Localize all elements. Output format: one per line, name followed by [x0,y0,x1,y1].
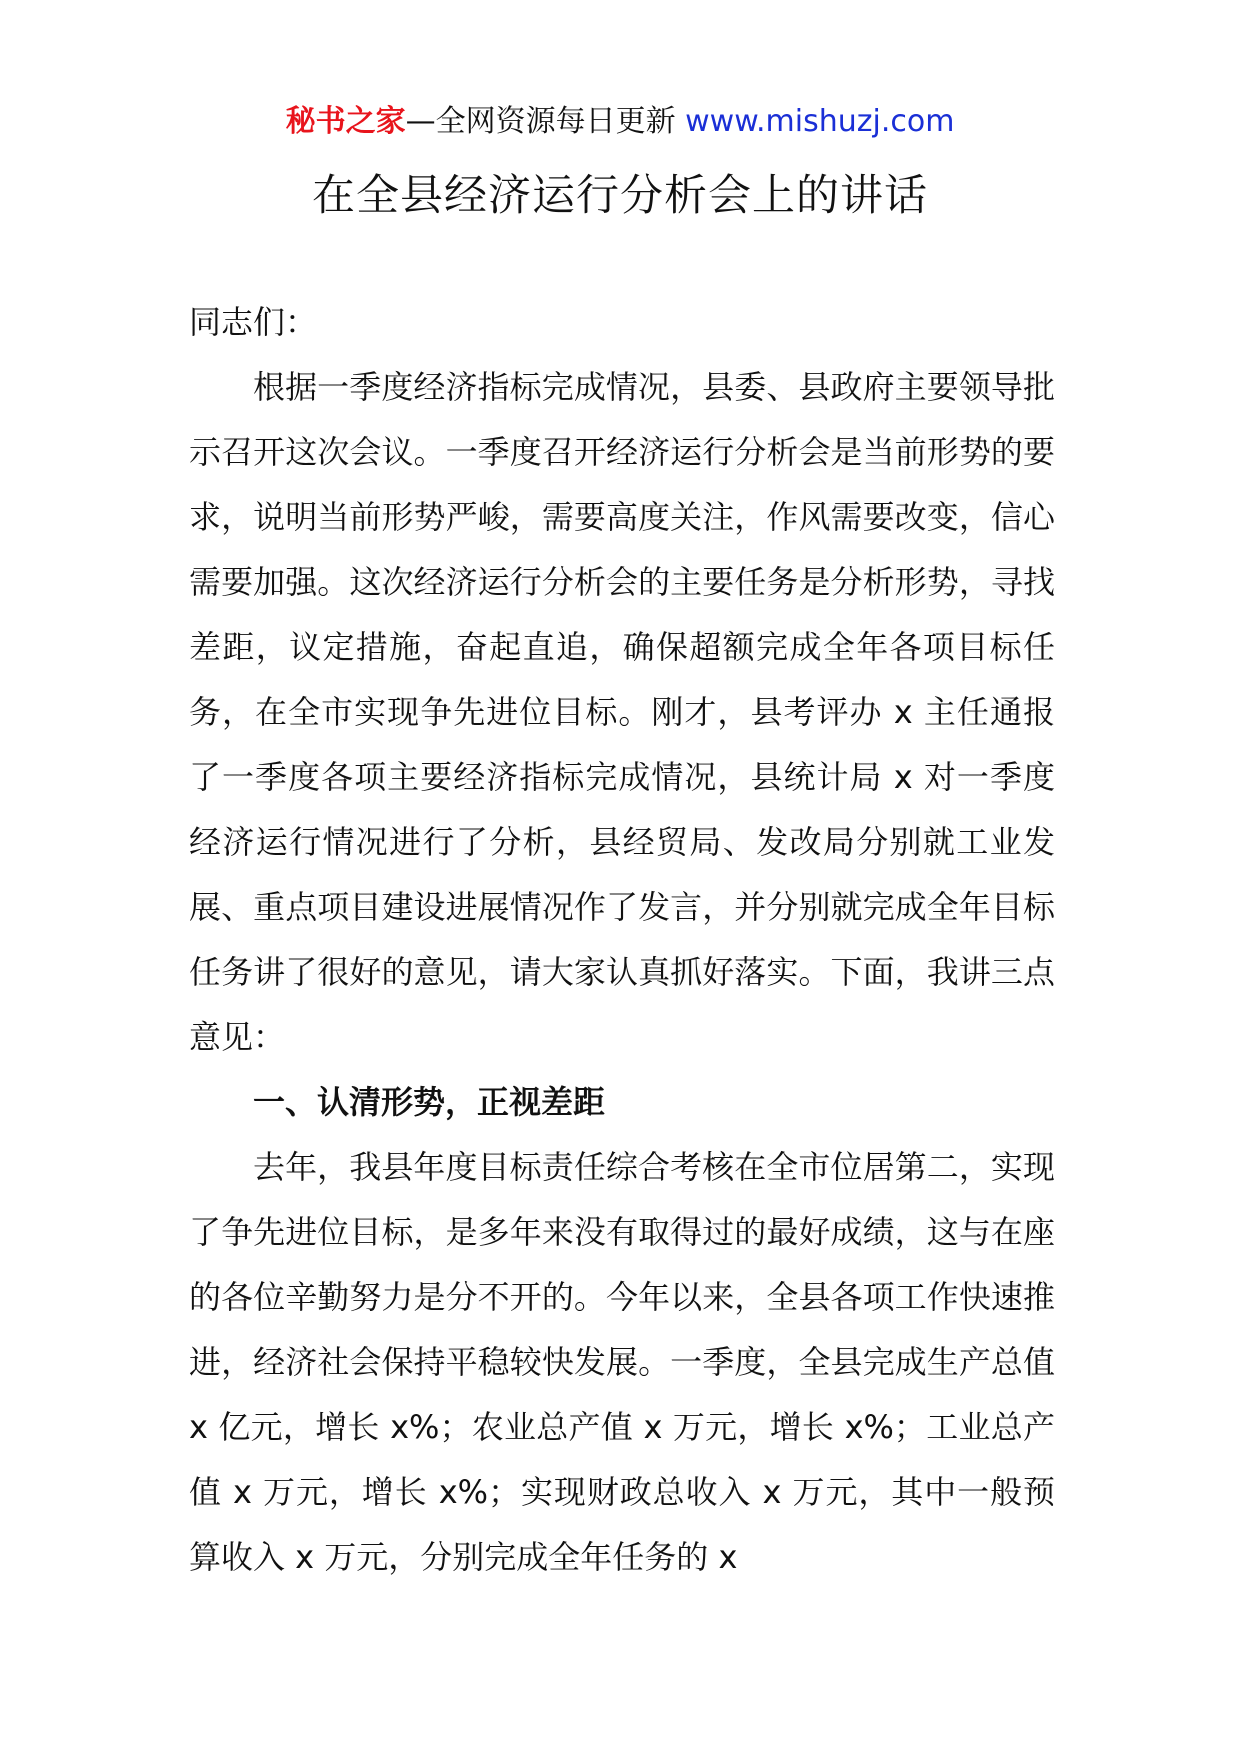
document-title: 在全县经济运行分析会上的讲话 [312,171,928,221]
brand-name: 秘书之家 [285,104,406,139]
paragraph-section-1: 去年，我县年度目标责任综合考核在全市位居第二，实现了争先进位目标，是多年来没有取得过的最好成绩，这与在座的各位辛勤努力是分不开的。今年以来，全县各项工作快速推进，经济社会保持平稳较快发展。一季度，全县完成生产总值 x 亿元，增长 x%；农业总产值 x 万元，增长 x%；工业总产值 x 万元，增长 x%；实现财政总收入 x 万元，其中一般预算收入 x 万元，分别完成全年任务的 x [189,1148,1055,1576]
site-header [0,100,1240,144]
salutation: 同志们： [189,303,318,341]
section-heading-1: 一、认清形势，正视差距 [253,1083,606,1121]
paragraph-intro: 根据一季度经济指标完成情况，县委、县政府主要领导批示召开这次会议。一季度召开经济运行分析会是当前形势的要求，说明当前形势严峻，需要高度关注，作风需要改变，信心需要加强。这次经济运行分析会的主要任务是分析形势，寻找差距，议定措施，奋起直追，确保超额完成全年各项目标任务，在全市实现争先进位目标。刚才，县考评办 x 主任通报了一季度各项主要经济指标完成情况，县统计局 x 对一季度经济运行情况进行了分析，县经贸局、发改局分别就工业发展、重点项目建设进展情况作了发言，并分别就完成全年目标任务讲了很好的意见，请大家认真抓好落实。下面，我讲三点意见： [189,368,1055,1056]
site-url-link[interactable]: www.mishuzj.com [685,104,955,139]
document-body [189,290,1055,1590]
site-slogan: —全网资源每日更新 [405,104,676,139]
